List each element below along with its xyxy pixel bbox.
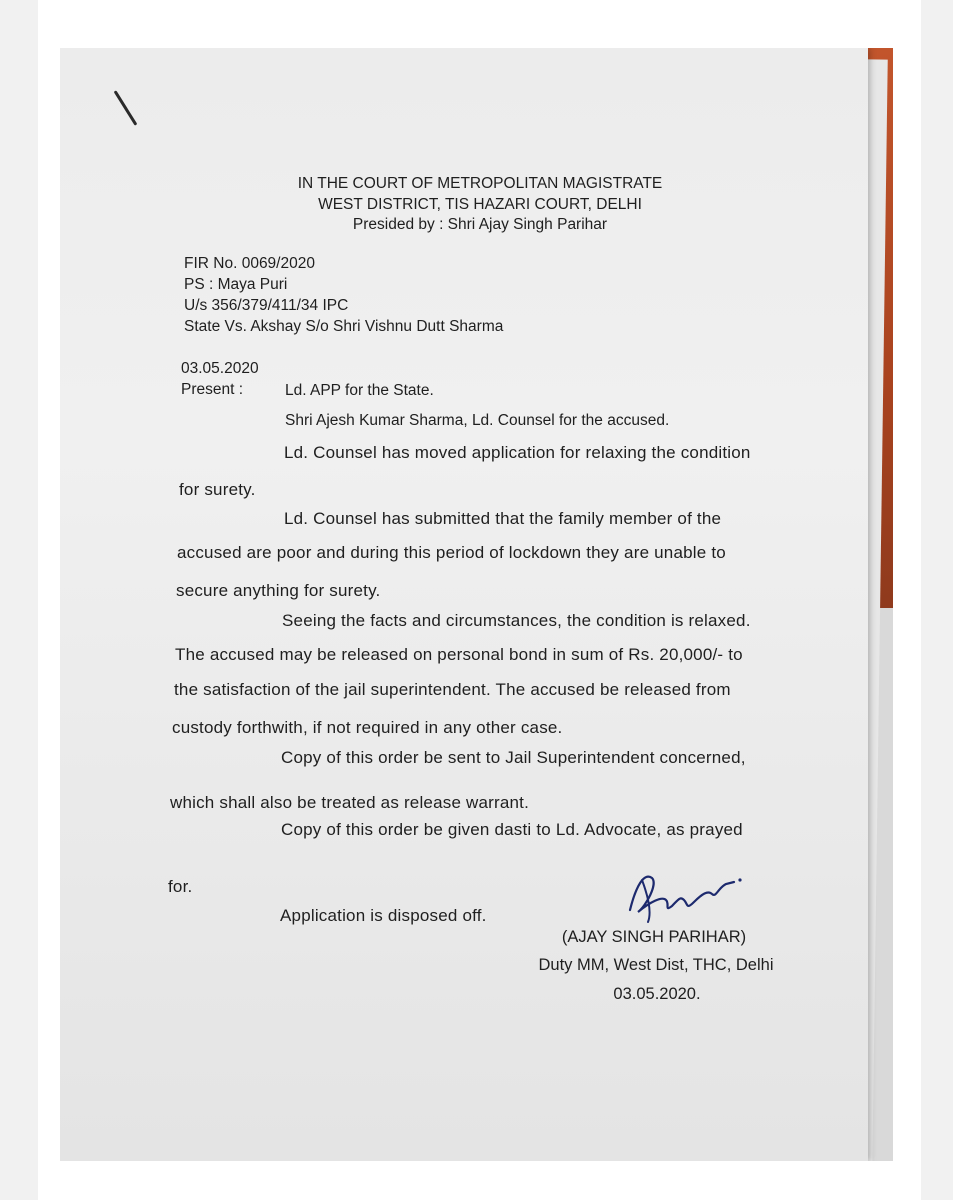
magistrate-signature [622,866,752,926]
ipc-sections: U/s 356/379/411/34 IPC [184,297,349,314]
magistrate-designation: Duty MM, West Dist, THC, Delhi [538,956,774,974]
order-line: Application is disposed off. [280,906,487,925]
court-title: IN THE COURT OF METROPOLITAN MAGISTRATE [297,175,663,192]
order-line: for. [168,877,193,896]
signature-date: 03.05.2020. [613,985,701,1003]
order-line: Ld. Counsel has submitted that the family member of the [284,509,722,528]
case-parties: State Vs. Akshay S/o Shri Vishnu Dutt Sharma [184,318,504,335]
right-margin-band [921,0,953,1200]
order-line: Copy of this order be sent to Jail Superintendent concerned, [281,748,746,767]
fir-number: FIR No. 0069/2020 [184,255,315,272]
police-station: PS : Maya Puri [184,276,288,293]
magistrate-name: (AJAY SINGH PARIHAR) [561,928,747,946]
present-label: Present : [181,381,244,398]
order-line: custody forthwith, if not required in any other case. [172,718,563,737]
order-line: Seeing the facts and circumstances, the condition is relaxed. [282,611,751,630]
order-line: Ld. Counsel has moved application for relaxing the condition [284,443,751,462]
present-app: Ld. APP for the State. [285,382,434,399]
order-date: 03.05.2020 [181,360,259,377]
order-line: The accused may be released on personal bond in sum of Rs. 20,000/- to [175,645,743,664]
order-line: for surety. [179,480,256,499]
present-counsel: Shri Ajesh Kumar Sharma, Ld. Counsel for the accused. [285,412,670,429]
order-line: secure anything for surety. [176,581,381,600]
order-line: accused are poor and during this period of lockdown they are unable to [177,543,726,562]
order-line: which shall also be treated as release warrant. [170,793,530,812]
order-line: the satisfaction of the jail superintendent. The accused be released from [174,680,731,699]
order-line: Copy of this order be given dasti to Ld. Advocate, as prayed [281,820,743,839]
court-location: WEST DISTRICT, TIS HAZARI COURT, DELHI [318,196,642,213]
left-margin-band [0,0,38,1200]
presiding-officer: Presided by : Shri Ajay Singh Parihar [352,216,608,233]
